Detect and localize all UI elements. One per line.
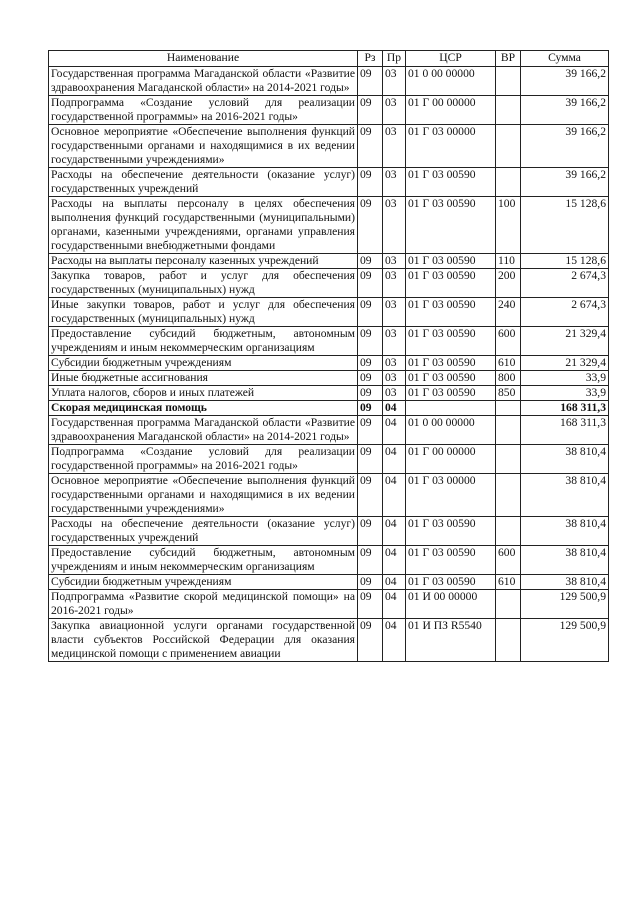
cell-vr: 200	[496, 269, 521, 298]
table-row	[49, 619, 609, 662]
table-body	[49, 67, 609, 662]
cell-rz: 09	[358, 371, 383, 386]
cell-sum: 2 674,3	[521, 298, 609, 327]
table-header	[49, 51, 609, 67]
table-row	[49, 327, 609, 356]
cell-csr: 01 Г 03 00590	[406, 197, 496, 254]
cell-sum: 39 166,2	[521, 96, 609, 125]
cell-pr: 04	[383, 416, 406, 445]
cell-sum: 38 810,4	[521, 546, 609, 575]
header-rz: Рз	[358, 51, 383, 67]
cell-csr: 01 Г 03 00590	[406, 546, 496, 575]
cell-pr: 03	[383, 254, 406, 269]
cell-name: Основное мероприятие «Обеспечение выполнения функций государственными органами и находящимися в их ведении государственными учреждениями»	[49, 474, 358, 517]
cell-rz: 09	[358, 474, 383, 517]
header-sum: Сумма	[521, 51, 609, 67]
cell-vr	[496, 125, 521, 168]
cell-name: Иные бюджетные ассигнования	[49, 371, 358, 386]
cell-name: Иные закупки товаров, работ и услуг для обеспечения государственных (муниципальных) нужд	[49, 298, 358, 327]
cell-sum: 38 810,4	[521, 474, 609, 517]
cell-csr: 01 Г 03 00590	[406, 356, 496, 371]
cell-rz: 09	[358, 327, 383, 356]
cell-pr: 03	[383, 96, 406, 125]
cell-sum: 129 500,9	[521, 590, 609, 619]
cell-csr: 01 И 00 00000	[406, 590, 496, 619]
cell-name: Уплата налогов, сборов и иных платежей	[49, 386, 358, 401]
cell-sum: 33,9	[521, 386, 609, 401]
cell-csr: 01 Г 03 00590	[406, 168, 496, 197]
table-row	[49, 546, 609, 575]
cell-rz: 09	[358, 416, 383, 445]
cell-sum: 39 166,2	[521, 168, 609, 197]
cell-pr: 04	[383, 619, 406, 662]
cell-pr: 04	[383, 445, 406, 474]
cell-name: Расходы на обеспечение деятельности (оказание услуг) государственных учреждений	[49, 517, 358, 546]
cell-name: Основное мероприятие «Обеспечение выполнения функций государственными органами и находящимися в их ведении государственными учреждениями»	[49, 125, 358, 168]
cell-pr: 04	[383, 517, 406, 546]
cell-name: Скорая медицинская помощь	[49, 401, 358, 416]
cell-rz: 09	[358, 590, 383, 619]
cell-rz: 09	[358, 575, 383, 590]
table-row	[49, 67, 609, 96]
cell-sum: 168 311,3	[521, 416, 609, 445]
table-row	[49, 445, 609, 474]
cell-pr: 04	[383, 474, 406, 517]
header-csr: ЦСР	[406, 51, 496, 67]
cell-pr: 04	[383, 590, 406, 619]
table-row	[49, 575, 609, 590]
cell-pr: 03	[383, 197, 406, 254]
header-vr: ВР	[496, 51, 521, 67]
cell-vr	[496, 401, 521, 416]
cell-name: Расходы на выплаты персоналу в целях обеспечения выполнения функций государственными (муниципальными) органами, казенными учреждениями, органами управления государственными внебюджетными фондами	[49, 197, 358, 254]
cell-sum: 39 166,2	[521, 67, 609, 96]
cell-sum: 15 128,6	[521, 197, 609, 254]
cell-vr: 850	[496, 386, 521, 401]
cell-sum: 38 810,4	[521, 517, 609, 546]
table-row	[49, 254, 609, 269]
cell-pr: 03	[383, 67, 406, 96]
cell-vr	[496, 168, 521, 197]
header-pr: Пр	[383, 51, 406, 67]
cell-sum: 15 128,6	[521, 254, 609, 269]
cell-rz: 09	[358, 254, 383, 269]
cell-csr: 01 Г 03 00590	[406, 517, 496, 546]
cell-csr: 01 И ПЗ R5540	[406, 619, 496, 662]
table-row	[49, 298, 609, 327]
cell-vr	[496, 96, 521, 125]
header-row	[49, 51, 609, 67]
cell-rz: 09	[358, 356, 383, 371]
table-row	[49, 386, 609, 401]
cell-rz: 09	[358, 67, 383, 96]
cell-pr: 03	[383, 371, 406, 386]
cell-sum: 21 329,4	[521, 356, 609, 371]
cell-sum: 129 500,9	[521, 619, 609, 662]
cell-csr: 01 0 00 00000	[406, 67, 496, 96]
cell-csr: 01 0 00 00000	[406, 416, 496, 445]
table-row	[49, 416, 609, 445]
table-row	[49, 517, 609, 546]
cell-csr: 01 Г 03 00590	[406, 371, 496, 386]
cell-csr: 01 Г 03 00590	[406, 386, 496, 401]
cell-vr	[496, 445, 521, 474]
cell-csr: 01 Г 03 00590	[406, 298, 496, 327]
cell-vr: 600	[496, 327, 521, 356]
table-row	[49, 168, 609, 197]
cell-csr: 01 Г 03 00590	[406, 269, 496, 298]
table-row	[49, 96, 609, 125]
cell-name: Государственная программа Магаданской области «Развитие здравоохранения Магаданской области» на 2014-2021 годы»	[49, 416, 358, 445]
cell-vr	[496, 619, 521, 662]
cell-name: Подпрограмма «Создание условий для реализации государственной программы» на 2016-2021 годы»	[49, 96, 358, 125]
cell-rz: 09	[358, 125, 383, 168]
cell-name: Расходы на обеспечение деятельности (оказание услуг) государственных учреждений	[49, 168, 358, 197]
cell-name: Закупка товаров, работ и услуг для обеспечения государственных (муниципальных) нужд	[49, 269, 358, 298]
cell-vr: 110	[496, 254, 521, 269]
cell-pr: 03	[383, 125, 406, 168]
table-row	[49, 197, 609, 254]
table-row	[49, 371, 609, 386]
cell-rz: 09	[358, 546, 383, 575]
cell-csr: 01 Г 00 00000	[406, 96, 496, 125]
cell-rz: 09	[358, 386, 383, 401]
cell-name: Расходы на выплаты персоналу казенных учреждений	[49, 254, 358, 269]
cell-vr: 610	[496, 356, 521, 371]
budget-table	[48, 50, 609, 662]
cell-vr: 800	[496, 371, 521, 386]
cell-pr: 04	[383, 546, 406, 575]
cell-csr: 01 Г 03 00000	[406, 125, 496, 168]
cell-sum: 39 166,2	[521, 125, 609, 168]
table-row	[49, 474, 609, 517]
cell-name: Предоставление субсидий бюджетным, автономным учреждениям и иным некоммерческим организациям	[49, 327, 358, 356]
cell-csr: 01 Г 00 00000	[406, 445, 496, 474]
cell-sum: 33,9	[521, 371, 609, 386]
cell-name: Субсидии бюджетным учреждениям	[49, 356, 358, 371]
cell-csr: 01 Г 03 00000	[406, 474, 496, 517]
cell-rz: 09	[358, 401, 383, 416]
cell-pr: 03	[383, 386, 406, 401]
cell-sum: 38 810,4	[521, 445, 609, 474]
cell-vr: 600	[496, 546, 521, 575]
cell-name: Подпрограмма «Создание условий для реализации государственной программы» на 2016-2021 годы»	[49, 445, 358, 474]
cell-rz: 09	[358, 168, 383, 197]
cell-sum: 21 329,4	[521, 327, 609, 356]
table-row	[49, 401, 609, 416]
cell-rz: 09	[358, 517, 383, 546]
cell-pr: 04	[383, 401, 406, 416]
cell-sum: 38 810,4	[521, 575, 609, 590]
cell-vr	[496, 590, 521, 619]
cell-rz: 09	[358, 269, 383, 298]
cell-pr: 04	[383, 575, 406, 590]
cell-pr: 03	[383, 298, 406, 327]
cell-vr: 100	[496, 197, 521, 254]
cell-sum: 2 674,3	[521, 269, 609, 298]
cell-pr: 03	[383, 168, 406, 197]
header-name: Наименование	[49, 51, 358, 67]
cell-pr: 03	[383, 269, 406, 298]
cell-vr	[496, 67, 521, 96]
cell-vr	[496, 474, 521, 517]
cell-name: Государственная программа Магаданской области «Развитие здравоохранения Магаданской области» на 2014-2021 годы»	[49, 67, 358, 96]
table-row	[49, 356, 609, 371]
cell-name: Субсидии бюджетным учреждениям	[49, 575, 358, 590]
cell-pr: 03	[383, 356, 406, 371]
cell-rz: 09	[358, 619, 383, 662]
cell-rz: 09	[358, 298, 383, 327]
table-row	[49, 125, 609, 168]
cell-csr: 01 Г 03 00590	[406, 254, 496, 269]
cell-vr: 240	[496, 298, 521, 327]
cell-name: Предоставление субсидий бюджетным, автономным учреждениям и иным некоммерческим организациям	[49, 546, 358, 575]
table-row	[49, 590, 609, 619]
cell-pr: 03	[383, 327, 406, 356]
cell-rz: 09	[358, 445, 383, 474]
cell-vr	[496, 416, 521, 445]
cell-rz: 09	[358, 96, 383, 125]
table-row	[49, 269, 609, 298]
cell-sum: 168 311,3	[521, 401, 609, 416]
cell-vr: 610	[496, 575, 521, 590]
cell-rz: 09	[358, 197, 383, 254]
cell-vr	[496, 517, 521, 546]
cell-name: Закупка авиационной услуги органами государственной власти субъектов Российской Федерации для оказания медицинской помощи с применением авиации	[49, 619, 358, 662]
cell-csr: 01 Г 03 00590	[406, 327, 496, 356]
cell-name: Подпрограмма «Развитие скорой медицинской помощи» на 2016-2021 годы»	[49, 590, 358, 619]
cell-csr: 01 Г 03 00590	[406, 575, 496, 590]
cell-csr	[406, 401, 496, 416]
